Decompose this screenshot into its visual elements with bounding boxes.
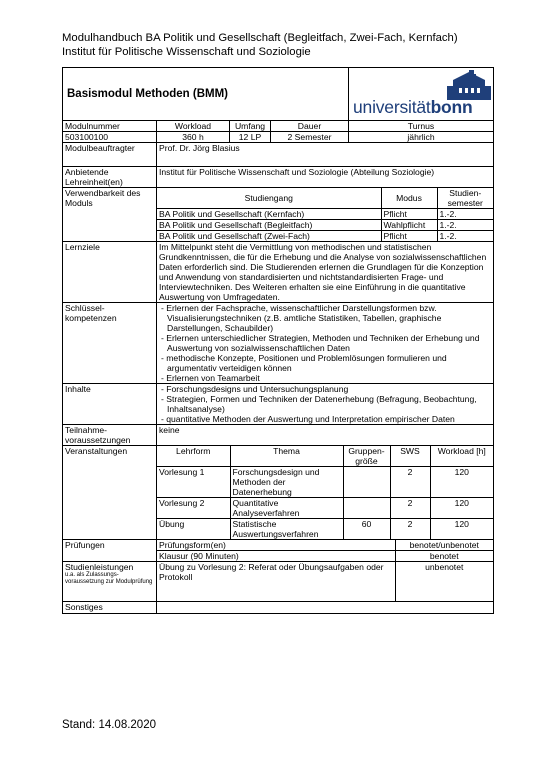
value-modulbeauftragter: Prof. Dr. Jörg Blasius	[157, 143, 494, 167]
anbietende-row	[63, 167, 494, 188]
semester-cell: 1.-2.	[437, 231, 493, 242]
table-row	[157, 231, 493, 242]
workload-cell: 120	[430, 519, 493, 540]
label-modulbeauftragter: Modulbeauftragter	[63, 143, 157, 167]
inhalte-row	[63, 384, 494, 425]
value-modulnummer: 503100100	[63, 132, 157, 143]
thema-cell: Forschungsdesign und Methoden der Datenerhebung	[230, 467, 343, 498]
verwendbarkeit-header-row	[157, 188, 493, 209]
list-item: - methodische Konzepte, Positionen und Problemlösungen formulieren und argumentativ verteidigen können	[159, 353, 491, 373]
table-row	[157, 498, 493, 519]
meta-value-row	[63, 132, 494, 143]
gruppe-cell	[343, 467, 390, 498]
lehrform-cell: Übung	[157, 519, 230, 540]
label-anbietende: Anbietende Lehreinheit(en)	[63, 167, 157, 188]
lehrform-cell: Vorlesung 2	[157, 498, 230, 519]
list-item: - Erlernen von Teamarbeit	[159, 373, 491, 383]
veranstaltungen-row	[63, 446, 494, 540]
lernziele-row	[63, 242, 494, 303]
veranstaltungen-table	[157, 446, 493, 539]
studiengang-cell: BA Politik und Gesellschaft (Kernfach)	[157, 209, 381, 220]
header-gruppengroesse: Gruppen-größe	[343, 446, 390, 467]
label-dauer: Dauer	[271, 121, 349, 132]
studiengang-cell: BA Politik und Gesellschaft (Begleitfach)	[157, 220, 381, 231]
studienleistungen-table	[157, 562, 493, 601]
modus-cell: Wahlpflicht	[381, 220, 437, 231]
module-table	[62, 67, 494, 614]
footer-date: Stand: 14.08.2020	[62, 719, 156, 731]
label-studienleistungen: Studienleistungen	[65, 562, 134, 572]
veranstaltungen-header-row	[157, 446, 493, 467]
lehrform-cell: Vorlesung 1	[157, 467, 230, 498]
semester-cell: 1.-2.	[437, 209, 493, 220]
workload-cell: 120	[430, 498, 493, 519]
logo-text-universitaet: universität	[353, 97, 431, 117]
logo-cell	[349, 68, 494, 121]
value-studienleistungen-grade: unbenotet	[425, 562, 464, 572]
teilnahme-row	[63, 425, 494, 446]
value-turnus: jährlich	[349, 132, 494, 143]
pruefungen-row	[63, 540, 494, 562]
header-workload: Workload [h]	[430, 446, 493, 467]
label-pruefungen: Prüfungen	[63, 540, 157, 562]
gruppe-cell: 60	[343, 519, 390, 540]
value-dauer: 2 Semester	[271, 132, 349, 143]
sws-cell: 2	[390, 467, 430, 498]
schluessel-list	[159, 303, 491, 383]
pruefungen-table	[157, 540, 493, 561]
inhalte-list	[159, 384, 491, 424]
label-umfang: Umfang	[230, 121, 271, 132]
pruefungsform-cell: Klausur (90 Minuten)	[157, 551, 395, 562]
label-studienleistungen-sub: u.a. als Zulassungs-voraussetzung zur Modulprüfung	[65, 572, 153, 585]
gruppe-cell	[343, 498, 390, 519]
module-title: Basismodul Methoden (BMM)	[63, 68, 349, 121]
title-row	[63, 68, 494, 121]
header-studiengang: Studiengang	[157, 188, 381, 209]
label-lernziele: Lernziele	[63, 242, 157, 303]
document-header	[62, 31, 458, 59]
table-row	[157, 551, 493, 562]
list-item: - Strategien, Formen und Techniken der Datenerhebung (Befragung, Beobachtung, Inhaltsanalyse)	[159, 394, 491, 414]
verwendbarkeit-table	[157, 188, 493, 241]
meta-label-row	[63, 121, 494, 132]
table-row	[157, 519, 493, 540]
value-studienleistungen: Übung zu Vorlesung 2: Referat oder Übungsaufgaben oder Protokoll	[157, 562, 395, 601]
header-pruefungsform: Prüfungsform(en)	[157, 540, 395, 551]
schluessel-row	[63, 303, 494, 384]
header-studiensemester: Studien-semester	[437, 188, 493, 209]
studienleistungen-row	[63, 562, 494, 602]
value-teilnahme: keine	[157, 425, 494, 446]
beauftragter-row	[63, 143, 494, 167]
sws-cell: 2	[390, 519, 430, 540]
header-sws: SWS	[390, 446, 430, 467]
label-modulnummer: Modulnummer	[63, 121, 157, 132]
table-row	[157, 220, 493, 231]
modus-cell: Pflicht	[381, 209, 437, 220]
logo-wordmark	[353, 97, 473, 117]
semester-cell: 1.-2.	[437, 220, 493, 231]
list-item: - Erlernen der Fachsprache, wissenschaftlicher Darstellungsformen bzw. Visualisierungstechniken (z.B. amtliche Statistiken, Tabellen, graphische Darstellungen, Schaubilder)	[159, 303, 491, 333]
header-thema: Thema	[230, 446, 343, 467]
university-logo	[349, 68, 494, 120]
sws-cell: 2	[390, 498, 430, 519]
thema-cell: Quantitative Analyseverfahren	[230, 498, 343, 519]
label-teilnahme: Teilnahme-voraussetzungen	[63, 425, 157, 446]
label-verwendbarkeit: Verwendbarkeit des Moduls	[63, 188, 157, 242]
label-sonstiges: Sonstiges	[63, 602, 157, 614]
label-turnus: Turnus	[349, 121, 494, 132]
header-line-1: Modulhandbuch BA Politik und Gesellschaft (Begleitfach, Zwei-Fach, Kernfach)	[62, 32, 458, 44]
label-workload: Workload	[157, 121, 230, 132]
studiengang-cell: BA Politik und Gesellschaft (Zwei-Fach)	[157, 231, 381, 242]
sonstiges-row	[63, 602, 494, 614]
table-row	[157, 209, 493, 220]
value-anbietende: Institut für Politische Wissenschaft und Soziologie (Abteilung Soziologie)	[157, 167, 494, 188]
label-veranstaltungen: Veranstaltungen	[63, 446, 157, 540]
header-line-2: Institut für Politische Wissenschaft und Soziologie	[62, 46, 311, 58]
header-modus: Modus	[381, 188, 437, 209]
list-item: - quantitative Methoden der Auswertung und Interpretation empirischer Daten	[159, 414, 491, 424]
value-sonstiges	[157, 602, 494, 614]
list-item: - Forschungsdesigns und Untersuchungsplanung	[159, 384, 491, 394]
value-umfang: 12 LP	[230, 132, 271, 143]
list-item: - Erlernen unterschiedlicher Strategien, Methoden und Techniken der Erhebung und Auswertung von sozialwissenschaftlichen Daten	[159, 333, 491, 353]
workload-cell: 120	[430, 467, 493, 498]
label-inhalte: Inhalte	[63, 384, 157, 425]
value-lernziele: Im Mittelpunkt steht die Vermittlung von methodischen und statistischen Grundkenntnissen, die für die Erhebung und die Analyse von sozialwissenschaftlichen Daten erforderlich sind. Die Studierenden erlernen die Grundlagen für die Konzeption und Anwendung von standardisierten und nichtstandardisierten Frage- und Interviewtechniken. Des Weiteren erhalten sie eine Einführung in die quantitative Auswertung von Umfragedaten.	[157, 242, 494, 303]
value-workload: 360 h	[157, 132, 230, 143]
header-benotet: benotet/unbenotet	[395, 540, 493, 551]
verwendbarkeit-row	[63, 188, 494, 242]
logo-text-bonn: bonn	[430, 97, 473, 117]
modus-cell: Pflicht	[381, 231, 437, 242]
table-row	[157, 467, 493, 498]
label-schluesselkompetenzen: Schlüssel-kompetenzen	[63, 303, 157, 384]
header-lehrform: Lehrform	[157, 446, 230, 467]
thema-cell: Statistische Auswertungsverfahren	[230, 519, 343, 540]
benotet-cell: benotet	[395, 551, 493, 562]
